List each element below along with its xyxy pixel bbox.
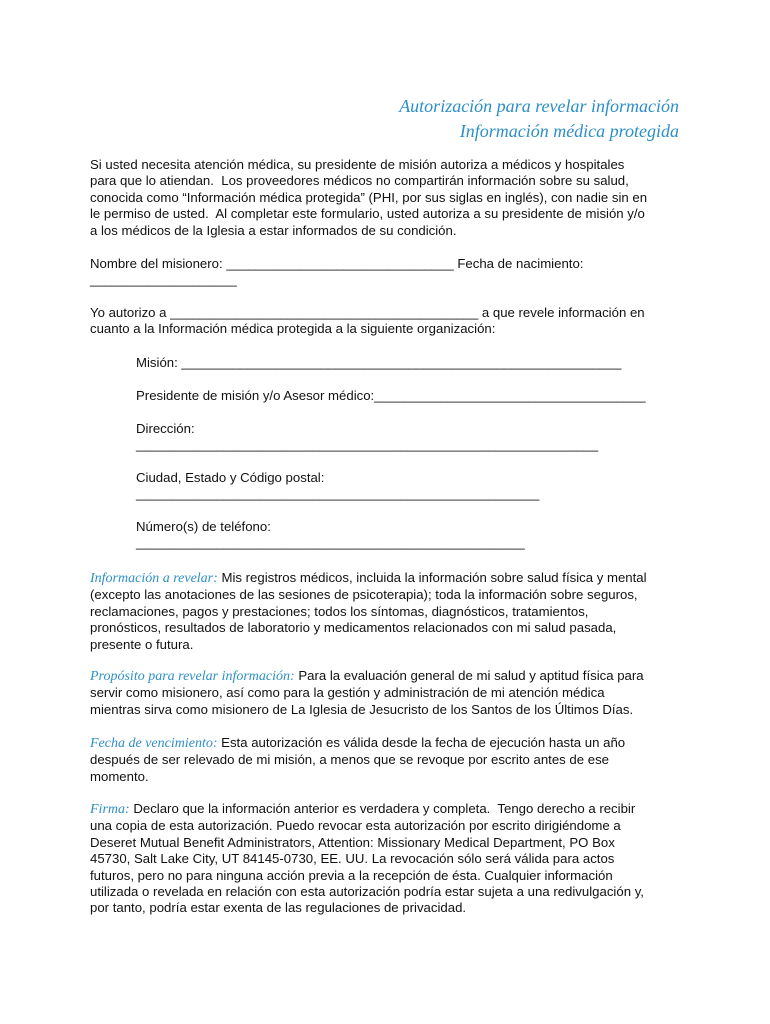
intro-line: le permiso de usted. Al completar este formulario, usted autoriza a su presidente de misión y/o <box>90 206 645 222</box>
section-label: Fecha de vencimiento: <box>90 736 218 751</box>
section-line: una copia de esta autorización. Puedo revocar esta autorización por escrito dirigiéndome a <box>90 818 621 834</box>
birth-date-line[interactable]: ____________________ <box>90 272 237 288</box>
section-label: Propósito para revelar información: <box>90 669 295 684</box>
section-text: Declaro que la información anterior es verdadera y completa. Tengo derecho a recibir <box>129 801 636 816</box>
form-title: Autorización para revelar información <box>399 96 679 116</box>
section-info-to-disclose <box>90 570 690 653</box>
section-text: Para la evaluación general de mi salud y aptitud física para <box>294 668 644 683</box>
intro-line: para que lo atiendan. Los proveedores médicos no compartirán información sobre su salud, <box>90 173 629 189</box>
section-label: Firma: <box>90 802 130 817</box>
president-field[interactable] <box>136 388 686 404</box>
section-line: Deseret Mutual Benefit Administrators, Attention: Missionary Medical Department, PO Box <box>90 834 615 850</box>
section-line: utilizada o revelada en relación con esta autorización podría estar sujeta a una redivulgación y, <box>90 884 644 900</box>
section-line: pronósticos, resultados de laboratorio y medicamentos relacionados con mi salud pasada, <box>90 620 617 636</box>
intro-line: a los médicos de la Iglesia a estar informados de su condición. <box>90 222 457 238</box>
city-field[interactable] <box>136 470 686 503</box>
missionary-name-field[interactable] <box>90 256 690 289</box>
president-line[interactable]: Presidente de misión y/o Asesor médico:_____________________________________ <box>136 388 646 403</box>
phone-label: Número(s) de teléfono: <box>136 519 271 534</box>
section-line: (excepto las anotaciones de las sesiones de psicoterapia); toda la información sobre seguros, <box>90 587 638 603</box>
section-line: servir como misionero, así como para la gestión y administración de mi atención médica <box>90 685 605 701</box>
section-line: mientras sirva como misionero de La Iglesia de Jesucristo de los Santos de los Últimos Días. <box>90 701 634 717</box>
section-text: Mis registros médicos, incluida la información sobre salud física y mental <box>217 570 647 585</box>
section-line: por tanto, podría estar exenta de las regulaciones de privacidad. <box>90 900 467 916</box>
section-line: momento. <box>90 768 149 784</box>
phone-line[interactable]: _____________________________________________________ <box>136 535 525 551</box>
section-label: Información a revelar: <box>90 571 218 586</box>
section-text: Esta autorización es válida desde la fecha de ejecución hasta un año <box>217 735 626 750</box>
authorize-line[interactable]: Yo autorizo a __________________________________________ a que revele información en <box>90 305 645 320</box>
city-line[interactable]: _______________________________________________________ <box>136 486 540 502</box>
city-label: Ciudad, Estado y Código postal: <box>136 470 325 485</box>
section-line: reclamaciones, pagos y prestaciones; todos los síntomas, diagnósticos, tratamientos, <box>90 603 589 619</box>
mission-line[interactable]: Misión: ____________________________________________________________ <box>136 355 622 370</box>
section-line: presente o futura. <box>90 636 194 652</box>
form-subtitle: Información médica protegida <box>459 121 679 141</box>
mission-field[interactable] <box>136 355 686 371</box>
address-label: Dirección: <box>136 421 195 436</box>
section-line: 45730, Salt Lake City, UT 84145-0730, EE. UU. La revocación sólo será válida para actos <box>90 851 615 867</box>
section-signature <box>90 801 690 917</box>
authorize-field[interactable] <box>90 305 690 338</box>
intro-line: conocida como “Información médica protegida” (PHI, por sus siglas en inglés), con nadie sin en <box>90 189 648 205</box>
section-line: después de ser relevado de mi misión, a menos que se revoque por escrito antes de ese <box>90 752 610 768</box>
phone-field[interactable] <box>136 519 686 552</box>
authorize-line: cuanto a la Información médica protegida a la siguiente organización: <box>90 321 496 337</box>
missionary-name-line[interactable]: Nombre del misionero: _______________________________ Fecha de nacimiento: <box>90 256 584 271</box>
address-line[interactable]: _______________________________________________________________ <box>136 437 599 453</box>
intro-line: Si usted necesita atención médica, su presidente de misión autoriza a médicos y hospitales <box>90 157 625 172</box>
section-line: futuros, pero no para ninguna acción previa a la recepción de ésta. Cualquier información <box>90 867 613 883</box>
address-field[interactable] <box>136 421 686 454</box>
section-expiration <box>90 735 690 785</box>
section-purpose <box>90 668 690 718</box>
intro-paragraph <box>90 157 690 239</box>
